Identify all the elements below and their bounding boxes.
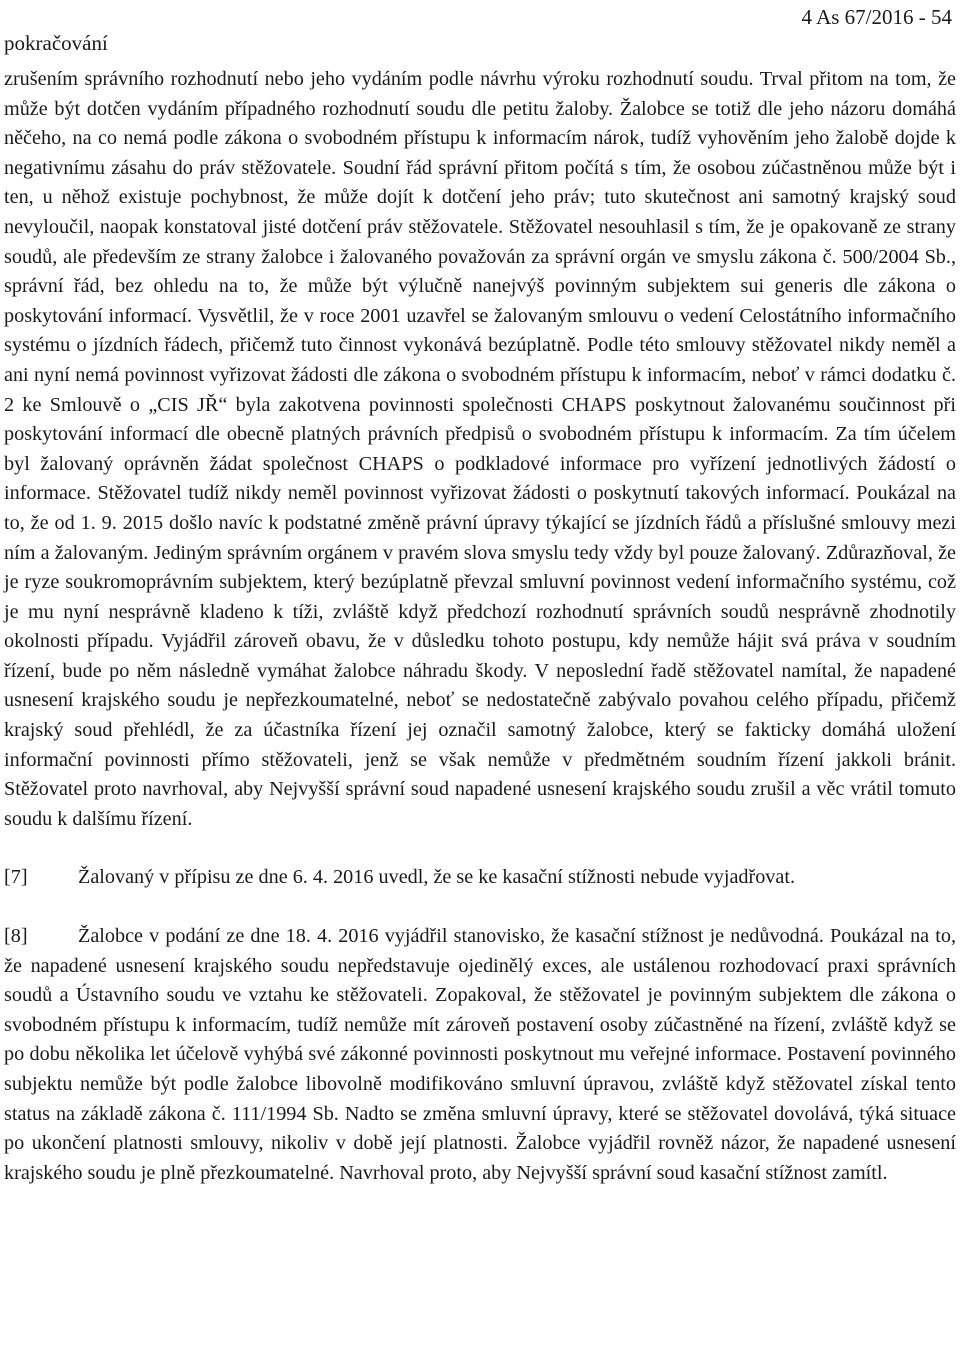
paragraph-continued — [4, 65, 956, 834]
case-number: 4 As 67/2016 - 54 — [801, 5, 952, 29]
continuation-label: pokračování — [4, 31, 108, 55]
paragraph-7 — [4, 863, 956, 893]
paragraph-text: zrušením správního rozhodnutí nebo jeho vydáním podle návrhu výroku rozhodnutí soudu. Trval přitom na tom, že může být dotčen vydáním případného rozhodnutí soudu dle petitu žaloby. Žalobce se totiž dle jeho názoru domáhá něčeho, na co nemá podle zákona o svobodném přístupu k informacím nárok, tudíž vyhověním jeho žalobě dojde k negativnímu zásahu do práv stěžovatele. Soudní řád správní přitom počítá s tím, že osobou zúčastněnou může být i ten, u něhož existuje pochybnost, že může dojít k dotčení jeho práv; tuto skutečnost ani samotný krajský soud nevyloučil, naopak konstatoval jisté dotčení práv stěžovatele. Stěžovatel nesouhlasil s tím, že je opakovaně ze strany soudů, ale především ze strany žalobce i žalovaného považován za správní orgán ve smyslu zákona č. 500/2004 Sb., správní řád, bez ohledu na to, že může být výlučně nanejvýš povinným subjektem sui generis dle zákona o poskytování informací. Vysvětlil, že v roce 2001 uzavřel se žalovaným smlouvu o vedení Celostátního informačního systému o jízdních řádech, přičemž tuto činnost vykonává bezúplatně. Podle této smlouvy stěžovatel nikdy neměl a ani nyní nemá povinnost vyřizovat žádosti dle zákona o svobodném přístupu k informacím, neboť v rámci dodatku č. 2 ke Smlouvě o „CIS JŘ“ byla zakotvena povinnosti společnosti CHAPS poskytnout žalovanému součinnost při poskytování informací dle obecně platných právních předpisů o svobodném přístupu k informacím. Za tím účelem byl žalovaný oprávněn žádat společnost CHAPS o podkladové informace pro vyřízení jednotlivých žádostí o informace. Stěžovatel tudíž nikdy neměl povinnost vyřizovat žádosti o poskytnutí takových informací. Poukázal na to, že od 1. 9. 2015 došlo navíc k podstatné změně právní úpravy týkající se jízdních řádů a příslušné smlouvy mezi ním a žalovaným. Jediným správním orgánem v pravém slova smyslu tedy vždy byl pouze žalovaný. Zdůrazňoval, že je ryze soukromoprávním subjektem, který bezúplatně převzal smluvní povinnost vedení informačního systému, což je mu nyní nesprávně kladeno k tíži, zvláště když předchozí rozhodnutí správních soudů nesprávně zhodnotily okolnosti případu. Vyjádřil zároveň obavu, že v důsledku tohoto postupu, kdy nemůže hájit svá práva v soudním řízení, bude po něm následně vymáhat žalobce náhradu škody. V neposlední řadě stěžovatel namítal, že napadené usnesení krajského soudu je nepřezkoumatelné, neboť se nedostatečně zabývalo povahou celého případu, přičemž krajský soud přehlédl, že za účastníka řízení jej označil samotný žalobce, který se fakticky domáhá uložení informační povinnosti přímo stěžovateli, jenž se však nemůže v předmětném soudním řízení jakkoli bránit. Stěžovatel proto navrhoval, aby Nejvyšší správní soud napadené usnesení krajského soudu zrušil a věc vrátil tomuto soudu k dalšímu řízení. — [4, 68, 956, 830]
paragraph-text: Žalobce v podání ze dne 18. 4. 2016 vyjádřil stanovisko, že kasační stížnost je nedůvodná. Poukázal na to, že napadené usnesení krajského soudu nepředstavuje ojedinělý exces, ale ustálenou rozhodovací praxi správních soudů a Ústavního soudu ve vztahu ke stěžovateli. Zopakoval, že stěžovatel je povinným subjektem dle zákona o svobodném přístupu k informacím, tudíž nemůže mít zároveň postavení osoby zúčastněné na řízení, zvláště když se po dobu několika let účelově vyhýbá své zákonné povinnosti poskytnout mu veřejné informace. Postavení povinného subjektu nemůže být podle žalobce libovolně modifikováno smluvní úpravou, zvláště když stěžovatel získal tento status na základě zákona č. 111/1994 Sb. Nadto se změna smluvní úpravy, které se stěžovatel dovolává, týká situace po ukončení platnosti smlouvy, nikoliv v době její platnosti. Žalobce vyjádřil rovněž názor, že napadené usnesení krajského soudu je plně přezkoumatelné. Navrhoval proto, aby Nejvyšší správní soud kasační stížnost zamítl. — [4, 925, 956, 1184]
paragraph-number: [7] — [4, 866, 28, 889]
paragraph-number: [8] — [4, 925, 28, 948]
page-header — [0, 0, 960, 58]
paragraph-8 — [4, 922, 956, 1188]
paragraph-text: Žalovaný v přípisu ze dne 6. 4. 2016 uvedl, že se ke kasační stížnosti nebude vyjadřovat. — [78, 866, 796, 889]
document-body — [4, 65, 956, 1188]
